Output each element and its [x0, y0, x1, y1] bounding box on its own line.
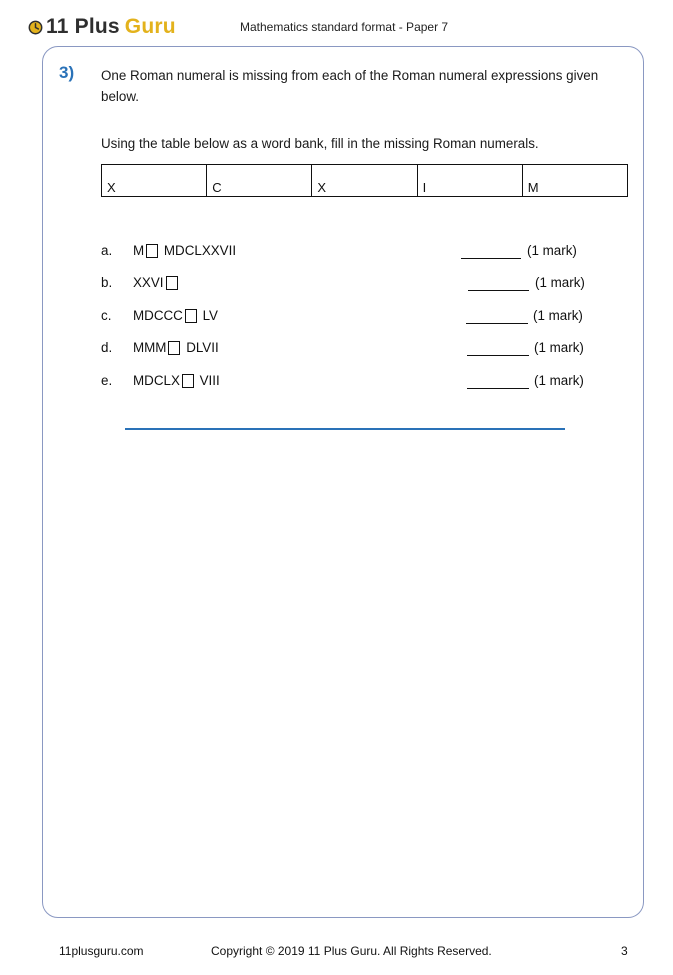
mark-label: (1 mark): [534, 340, 584, 355]
roman-expression: MDCLX VIII: [133, 373, 220, 388]
word-bank-cell: X: [312, 165, 417, 197]
answer-blank[interactable]: [467, 373, 529, 389]
answer-blank[interactable]: [461, 243, 521, 259]
missing-numeral-box[interactable]: [182, 374, 194, 388]
item-letter: c.: [101, 308, 112, 323]
page-number: 3: [621, 944, 628, 958]
logo-text-accent: Guru: [124, 15, 176, 38]
roman-expression: XXVI: [133, 275, 180, 290]
missing-numeral-box[interactable]: [146, 244, 158, 258]
roman-expression: MDCCC LV: [133, 308, 218, 323]
section-divider: [125, 428, 565, 430]
missing-numeral-box[interactable]: [185, 309, 197, 323]
paper-title: Mathematics standard format - Paper 7: [240, 20, 449, 34]
logo-text-primary: 11 Plus: [46, 15, 120, 38]
word-bank-cell: I: [417, 165, 522, 197]
mark-label: (1 mark): [534, 373, 584, 388]
roman-expression: MMM DLVII: [133, 340, 219, 355]
item-letter: a.: [101, 243, 113, 258]
mark-label: (1 mark): [535, 275, 585, 290]
answer-area: [466, 308, 583, 324]
roman-expression: M MDCLXXVII: [133, 243, 237, 258]
list-item: [101, 340, 591, 358]
answer-area: [468, 275, 585, 291]
list-item: [101, 308, 591, 326]
answer-blank[interactable]: [468, 275, 529, 291]
item-letter: d.: [101, 340, 113, 355]
word-bank-cell: C: [207, 165, 312, 197]
clock-icon: [28, 20, 43, 35]
question-number: 3): [59, 63, 75, 82]
answer-blank[interactable]: [467, 340, 529, 356]
word-bank-table: [101, 164, 628, 197]
list-item: [101, 243, 591, 261]
answer-area: [467, 340, 584, 356]
word-bank-cell: M: [522, 165, 627, 197]
list-item: [101, 275, 591, 293]
mark-label: (1 mark): [527, 243, 577, 258]
footer-site: 11plusguru.com: [59, 944, 144, 958]
word-bank-cell: X: [102, 165, 207, 197]
question-instruction: Using the table below as a word bank, fill in the missing Roman numerals.: [101, 136, 539, 151]
question-text: One Roman numeral is missing from each of the Roman numeral expressions given below.: [101, 68, 599, 104]
brand-logo: [28, 14, 176, 40]
answer-area: [461, 243, 577, 259]
item-letter: e.: [101, 373, 113, 388]
list-item: [101, 373, 591, 391]
answer-area: [467, 373, 584, 389]
missing-numeral-box[interactable]: [168, 341, 180, 355]
answer-blank[interactable]: [466, 308, 528, 324]
item-letter: b.: [101, 275, 113, 290]
mark-label: (1 mark): [533, 308, 583, 323]
footer-copyright: Copyright © 2019 11 Plus Guru. All Rights Reserved.: [211, 944, 492, 958]
missing-numeral-box[interactable]: [166, 276, 178, 290]
